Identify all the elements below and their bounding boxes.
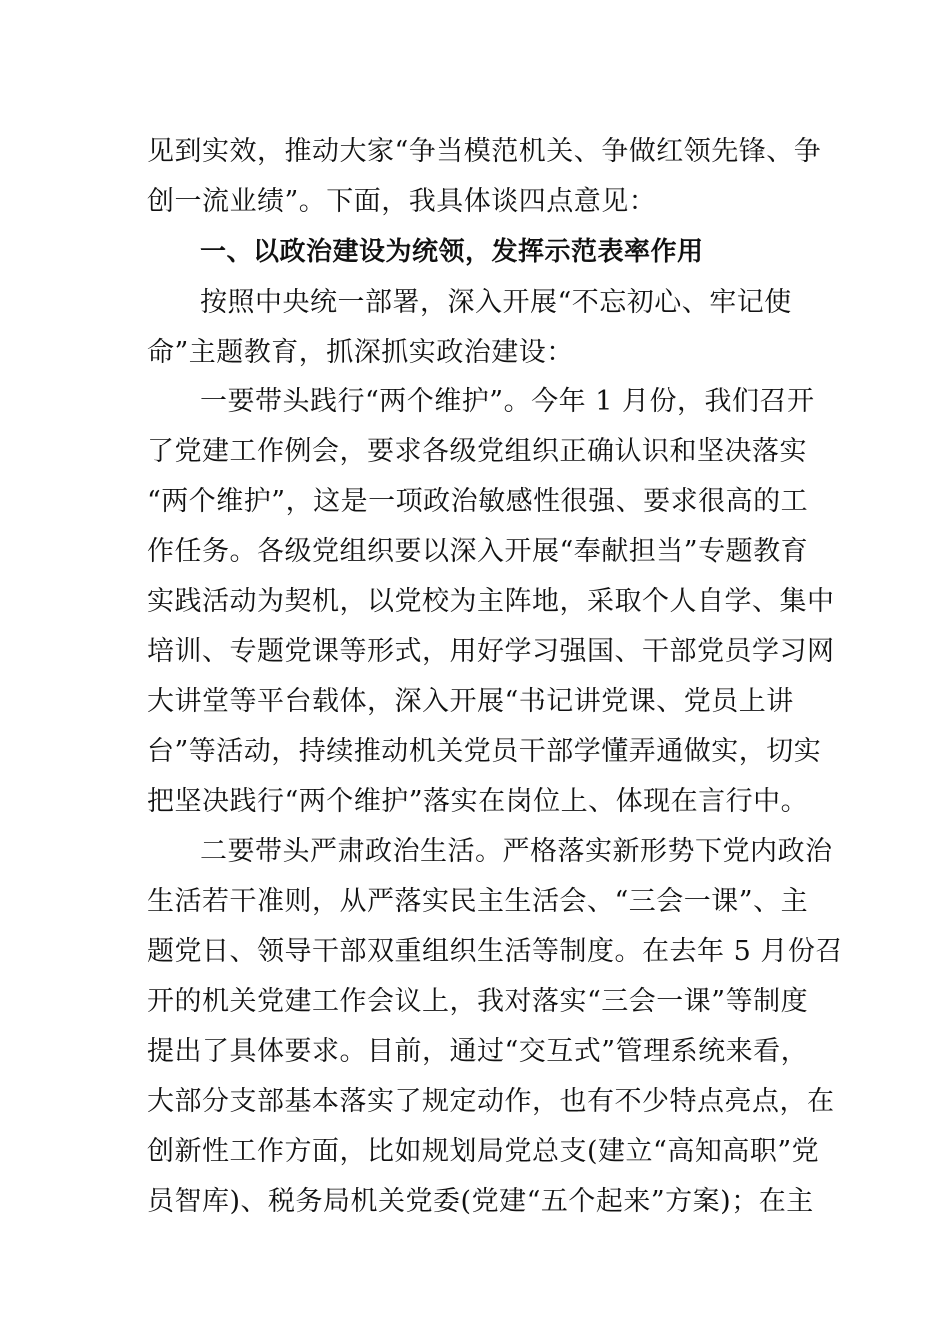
paragraph-line: 见到实效，推动大家“争当模范机关、争做红领先锋、争 — [147, 136, 822, 167]
paragraph-line: 题党日、领导干部双重组织生活等制度。在去年 5 月份召 — [147, 936, 843, 967]
paragraph-line: “两个维护”，这是一项政治敏感性很强、要求很高的工 — [147, 486, 809, 517]
paragraph-line: 提出了具体要求。目前，通过“交互式”管理系统来看， — [147, 1036, 809, 1067]
paragraph-line: 大部分支部基本落实了规定动作，也有不少特点亮点，在 — [147, 1086, 835, 1117]
paragraph-line: 一要带头践行“两个维护”。今年 1 月份，我们召开 — [200, 386, 815, 417]
paragraph-line: 了党建工作例会，要求各级党组织正确认识和坚决落实 — [147, 436, 807, 467]
paragraph-line: 大讲堂等平台载体，深入开展“书记讲党课、党员上讲 — [147, 686, 794, 717]
paragraph-line: 培训、专题党课等形式，用好学习强国、干部党员学习网 — [147, 636, 835, 667]
paragraph-line: 开的机关党建工作会议上，我对落实“三会一课”等制度 — [147, 986, 809, 1017]
section-heading: 一、以政治建设为统领，发挥示范表率作用 — [200, 237, 704, 267]
paragraph-line: 二要带头严肃政治生活。严格落实新形势下党内政治 — [200, 836, 833, 867]
paragraph-line: 作任务。各级党组织要以深入开展“奉献担当”专题教育 — [147, 536, 809, 567]
paragraph-line: 台”等活动，持续推动机关党员干部学懂弄通做实，切实 — [147, 736, 822, 767]
paragraph-line: 创新性工作方面，比如规划局党总支(建立“高知高职”党 — [147, 1136, 820, 1167]
paragraph-line: 按照中央统一部署，深入开展“不忘初心、牢记使 — [200, 287, 792, 318]
paragraph-line: 命”主题教育，抓深抓实政治建设： — [147, 337, 574, 368]
paragraph-line: 把坚决践行“两个维护”落实在岗位上、体现在言行中。 — [147, 786, 809, 817]
paragraph-line: 创一流业绩”。下面，我具体谈四点意见： — [147, 186, 657, 217]
paragraph-line: 生活若干准则，从严落实民主生活会、“三会一课”、主 — [147, 886, 809, 917]
paragraph-line: 员智库)、税务局机关党委(党建“五个起来”方案)；在主 — [147, 1186, 814, 1217]
paragraph-line: 实践活动为契机，以党校为主阵地，采取个人自学、集中 — [147, 586, 835, 617]
